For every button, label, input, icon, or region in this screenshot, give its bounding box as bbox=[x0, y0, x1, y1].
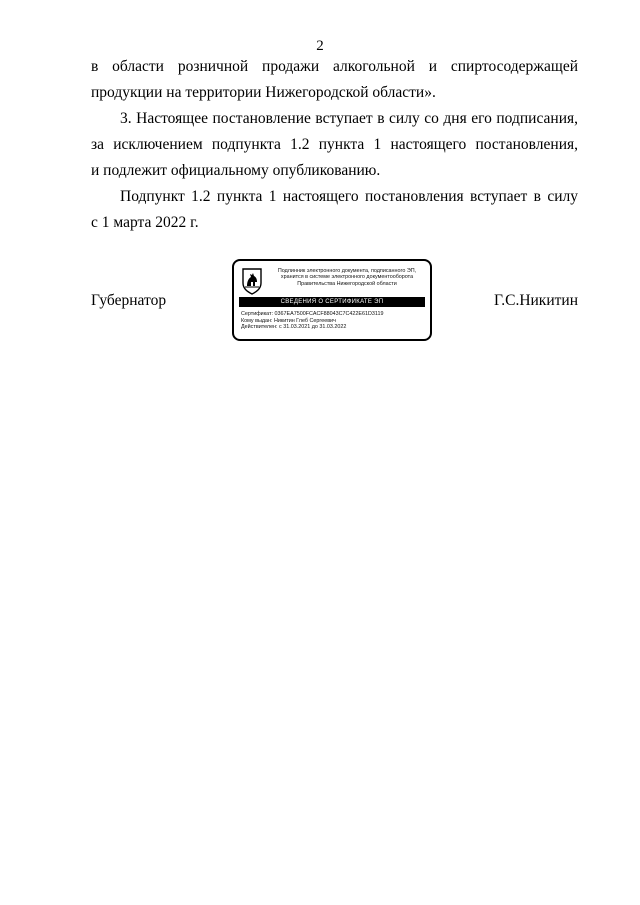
certificate-details bbox=[241, 311, 384, 331]
certificate-validity: Действителен: с 31.03.2021 до 31.03.2022 bbox=[241, 324, 347, 331]
nizhny-novgorod-coat-of-arms-icon bbox=[241, 267, 263, 295]
paragraph-4-line-2: с 1 марта 2022 г. bbox=[91, 214, 199, 231]
electronic-signature-stamp bbox=[232, 259, 432, 341]
signer-position: Губернатор bbox=[91, 292, 167, 309]
signer-name: Г.С.Никитин bbox=[494, 292, 578, 309]
stamp-header-line-1: Подлинник электронного документа, подписанного ЭП, bbox=[277, 268, 417, 274]
page-number: 2 bbox=[316, 38, 324, 54]
stamp-header bbox=[265, 268, 429, 287]
stamp-header-line-2: хранится в системе электронного документооборота bbox=[280, 274, 414, 281]
certificate-info-bar: СВЕДЕНИЯ О СЕРТИФИКАТЕ ЭП bbox=[239, 297, 425, 307]
paragraph-3-line-1: 3. Настоящее постановление вступает в силу со дня его подписания, bbox=[120, 110, 578, 127]
paragraph-3-line-3: и подлежит официальному опубликованию. bbox=[91, 162, 381, 179]
stamp-header-line-3: Правительства Нижегородской области bbox=[297, 280, 397, 287]
certificate-owner: Кому выдан: Никитин Глеб Сергеевич bbox=[241, 317, 336, 324]
body-line-2: продукции на территории Нижегородской области». bbox=[91, 84, 436, 101]
paragraph-3-line-2: за исключением подпункта 1.2 пункта 1 настоящего постановления, bbox=[91, 136, 578, 153]
certificate-number: Сертификат: 0367EA7500FCACF88043C7C422E61D3119 bbox=[241, 311, 384, 317]
paragraph-4-line-1: Подпункт 1.2 пункта 1 настоящего постановления вступает в силу bbox=[120, 188, 578, 205]
body-line-1: в области розничной продажи алкогольной и спиртосодержащей bbox=[91, 58, 578, 75]
